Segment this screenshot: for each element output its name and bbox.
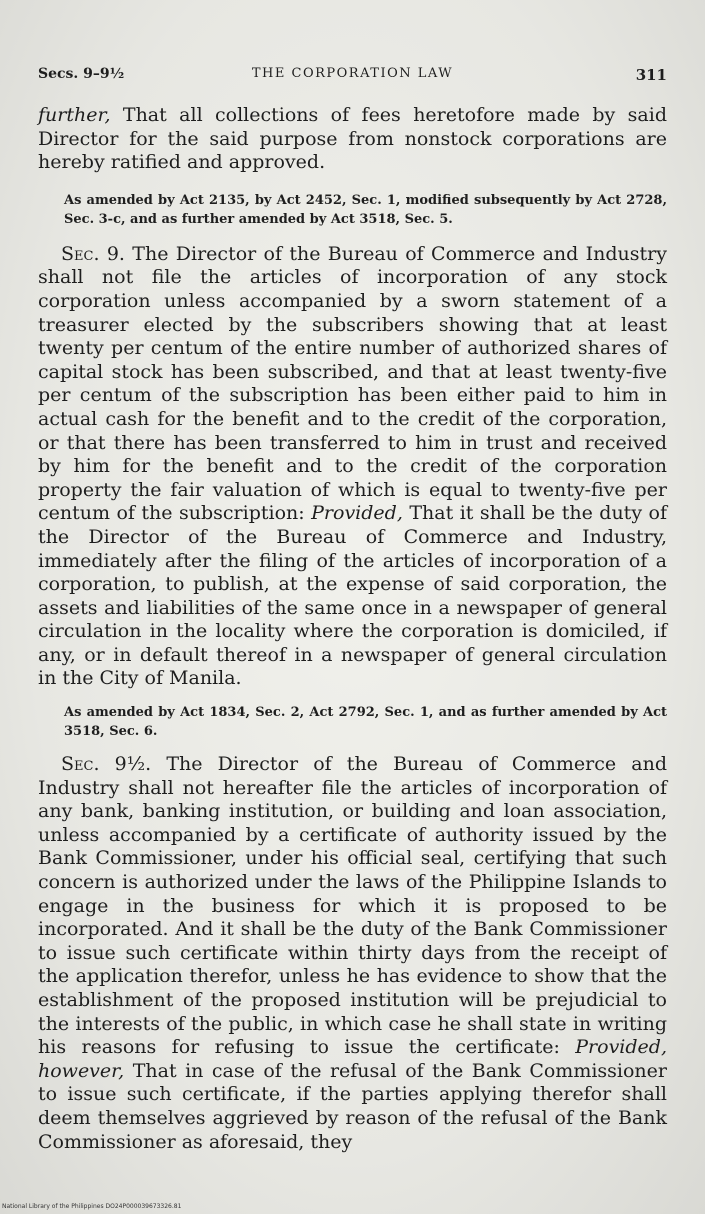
section-9	[38, 243, 667, 691]
amendment-note: As amended by Act 1834, Sec. 2, Act 2792, Sec. 1, and as further amended by Act 3518, Sec. 6.	[64, 705, 667, 740]
running-header	[38, 64, 667, 88]
book-title: THE CORPORATION LAW	[251, 66, 454, 81]
italic-proviso: Provided,	[311, 502, 403, 525]
page-body	[38, 104, 667, 1154]
italic-proviso: Provided, however,	[38, 1036, 667, 1082]
section-label: Sec. 9½.	[61, 753, 152, 776]
section-text: That in case of the refusal of the Bank Commissioner to issue such certificate, if the parties applying therefor shall deem themselves aggrieved by reason of the refusal of the Bank Commissioner as aforesaid, they	[38, 1059, 667, 1153]
section-range: Secs. 9–9½	[38, 66, 125, 82]
paragraph-continuation	[38, 104, 667, 175]
italic-proviso: further,	[38, 104, 111, 126]
section-text: That it shall be the duty of the Director of the Bureau of Commerce and Industry, immediately after the filing of the articles of incorporation of a corporation, to publish, at the expense of said corporation, the assets and liabilities of the same once in a newspaper of general circulation in the locality where the corporation is domiciled, if any, or in default thereof in a newspaper of general circulation in the City of Manila.	[38, 502, 667, 690]
section-9-half	[38, 753, 667, 1154]
paragraph-text: That all collections of fees heretofore made by said Director for the said purpose from nonstock corporations are hereby ratified and approved.	[38, 104, 667, 174]
amendment-note: As amended by Act 2135, by Act 2452, Sec. 1, modified subsequently by Act 2728, Sec. 3-c, and as further amended by Act 3518, Sec. 5.	[64, 192, 667, 227]
section-label: Sec. 9.	[61, 242, 125, 265]
scan-footer: National Library of the Philippines DO24P000039673326.81	[2, 1203, 182, 1210]
page-number: 311	[635, 66, 667, 84]
section-text: The Director of the Bureau of Commerce and Industry shall not hereafter file the articles of incorporation of any bank, banking institution, or building and loan association, unless accompanied by a certificate of authority issued by the Bank Commissioner, under his official seal, certifying that such concern is authorized under the laws of the Philippine Islands to engage in the business for which it is proposed to be incorporated. And it shall be the duty of the Bank Commissioner to issue such certificate within thirty days from the receipt of the application therefor, unless he has evidence to show that the establishment of the proposed institution will be prejudicial to the interests of the public, in which case he shall state in writing his reasons for refusing to issue the certificate:	[38, 753, 667, 1059]
section-text: The Director of the Bureau of Commerce and Industry shall not file the articles of incorporation of any stock corporation unless accompanied by a sworn statement of a treasurer elected by the subscribers showing that at least twenty per centum of the entire number of authorized shares of capital stock has been subscribed, and that at least twenty-five per centum of the subscription has been either paid to him in actual cash for the benefit and to the credit of the corporation, or that there has been transferred to him in trust and received by him for the benefit and to the credit of the corporation property the fair valuation of which is equal to twenty-five per centum of the subscription:	[38, 242, 667, 525]
